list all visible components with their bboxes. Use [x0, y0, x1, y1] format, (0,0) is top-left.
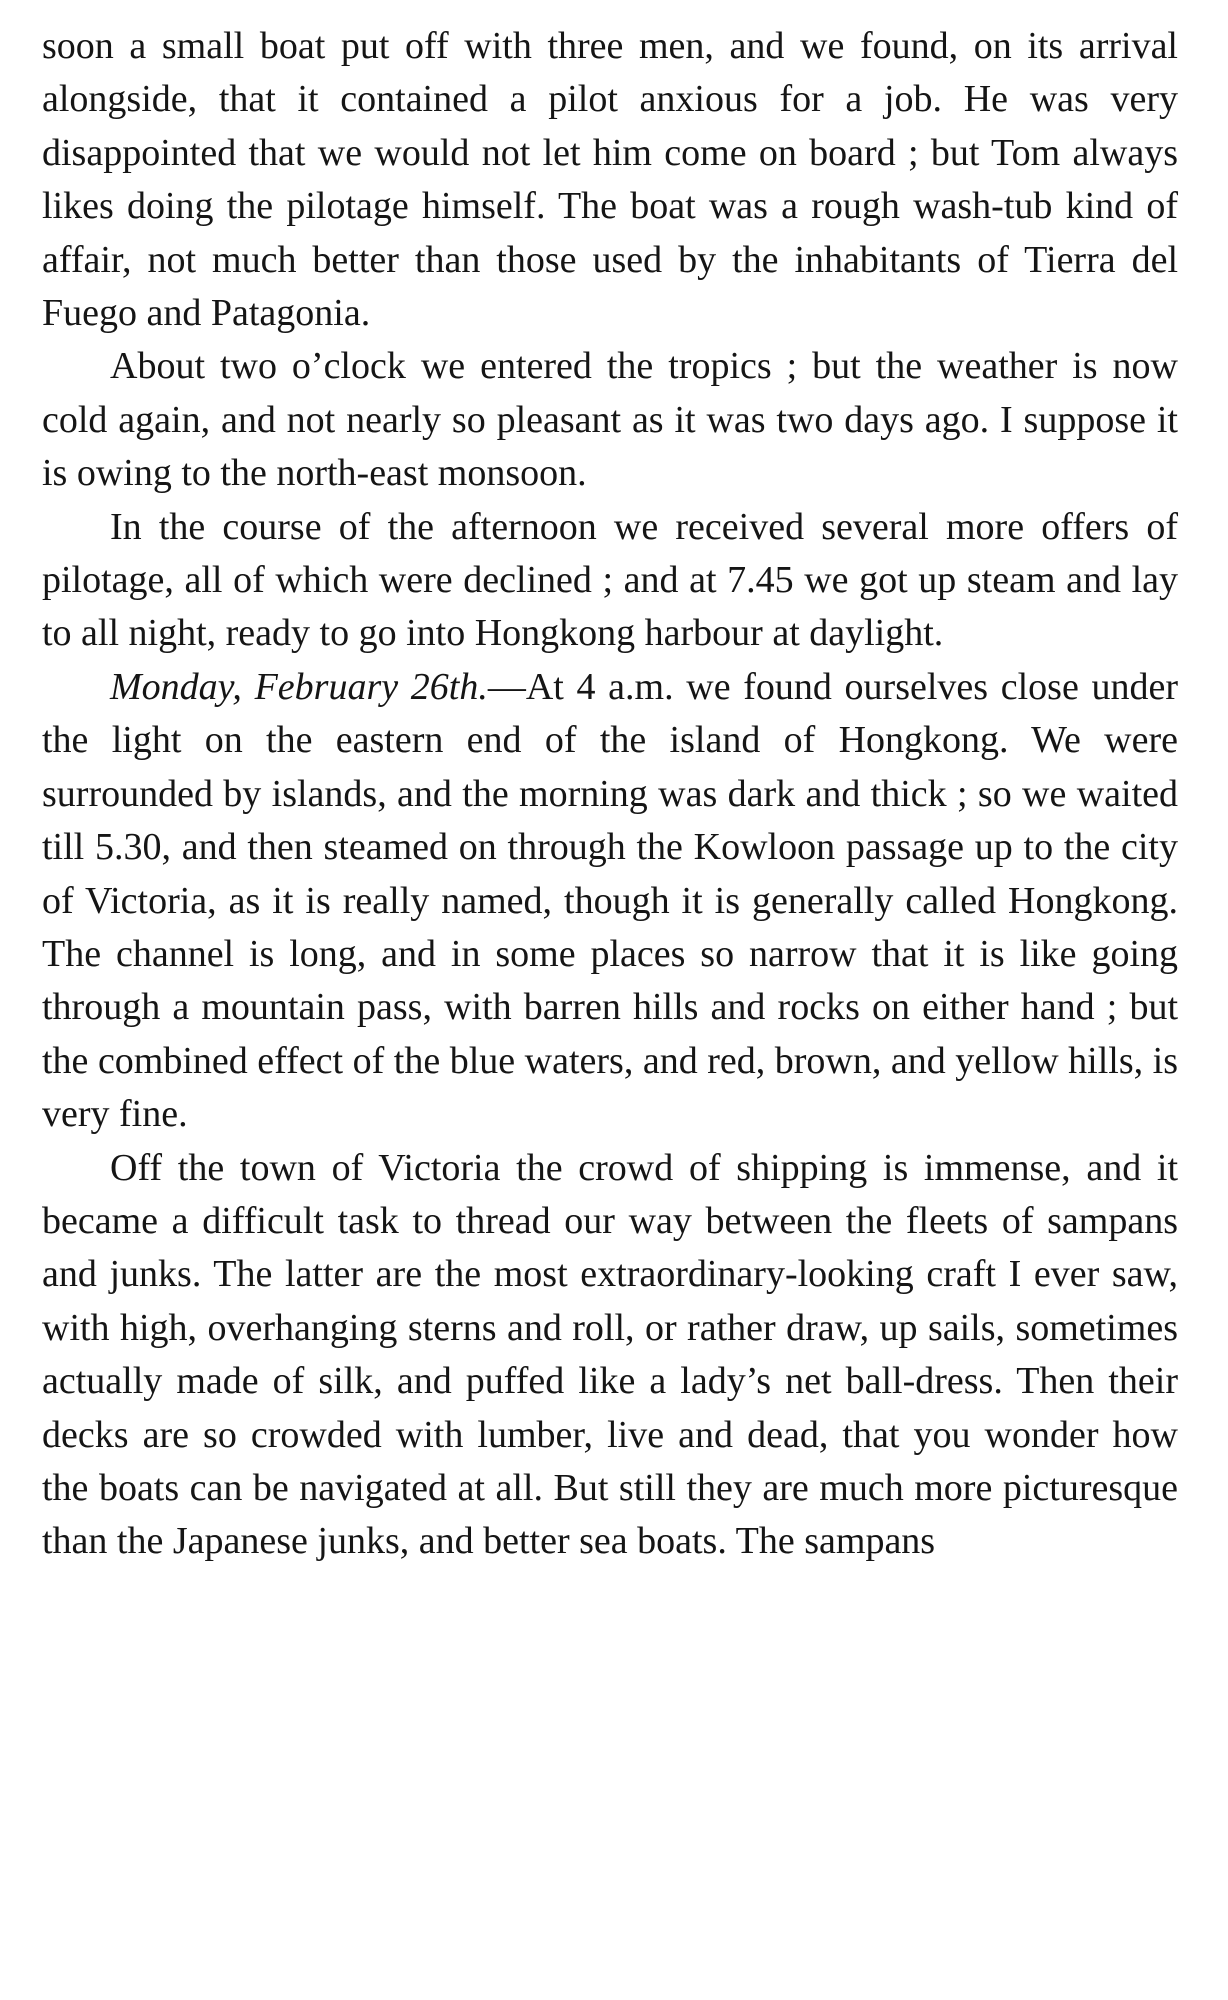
diary-date: Monday, February 26th. — [110, 665, 488, 708]
paragraph-pilotage — [42, 501, 1178, 661]
book-page — [42, 20, 1178, 1569]
paragraph-continued — [42, 20, 1178, 340]
paragraph-text: In the course of the afternoon we received several more offers of pilotage, all of which were declined ; and at 7.45 we got up steam and lay to all night, ready to go into Hongkong harbour at daylight. — [42, 505, 1178, 655]
paragraph-tropics — [42, 340, 1178, 500]
paragraph-text: About two o’clock we entered the tropics ; but the weather is now cold again, and not nearly so pleasant as it was two days ago. I suppose it is owing to the north-east monsoon. — [42, 345, 1178, 495]
paragraph-victoria-shipping — [42, 1142, 1178, 1569]
paragraph-text: soon a small boat put off with three men, and we found, on its arrival alongside, that it contained a pilot anxious for a job. He was very disappointed that we would not let him come on board ; but Tom always likes doing the pilotage himself. The boat was a rough wash-tub kind of affair, not much better than those used by the inhabitants of Tierra del Fuego and Patagonia. — [42, 25, 1178, 335]
paragraph-hongkong-arrival — [42, 661, 1178, 1142]
paragraph-text: Off the town of Victoria the crowd of shipping is immense, and it became a difficult task to thread our way between the fleets of sampans and junks. The latter are the most extraordinary-looking craft I ever saw, with high, overhanging sterns and roll, or rather draw, up sails, sometimes actually made of silk, and puffed like a lady’s net ball-dress. Then their decks are so crowded with lumber, live and dead, that you wonder how the boats can be navigated at all. But still they are much more picturesque than the Japanese junks, and better sea boats. The sampans — [42, 1146, 1178, 1563]
paragraph-text: —At 4 a.m. we found ourselves close under the light on the eastern end of the island of Hongkong. We were surrounded by islands, and the morning was dark and thick ; so we waited till 5.30, and then steamed on through the Kowloon passage up to the city of Victoria, as it is really named, though it is generally called Hongkong. The channel is long, and in some places so narrow that it is like going through a mountain pass, with barren hills and rocks on either hand ; but the combined effect of the blue waters, and red, brown, and yellow hills, is very fine. — [42, 665, 1178, 1136]
